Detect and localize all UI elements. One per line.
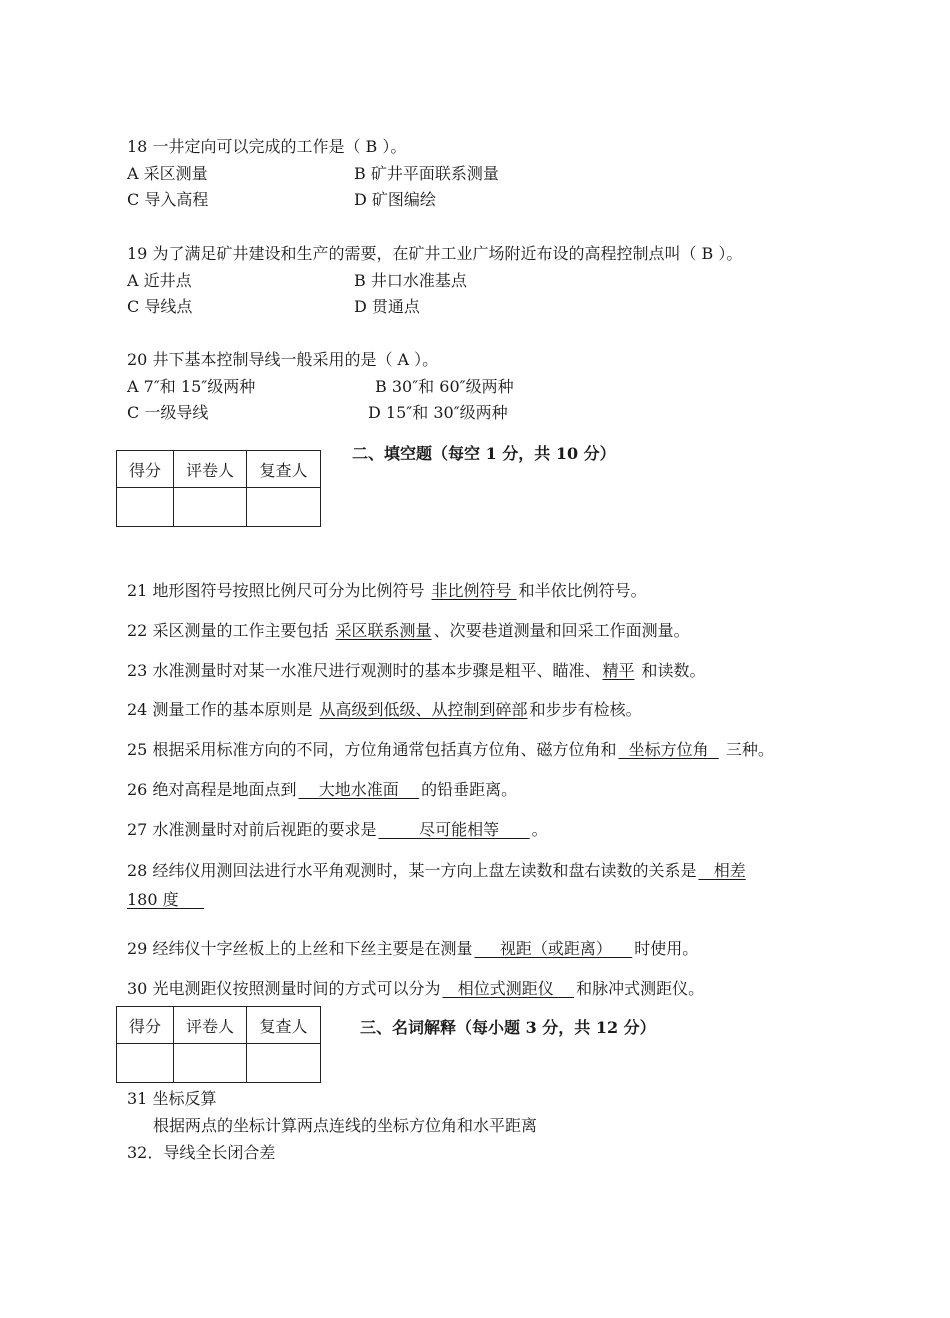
q27-answer: 尽可能相等 <box>378 820 530 839</box>
section2-title: 二、填空题（每空 1 分，共 10 分） <box>352 444 616 463</box>
q18-option-d: D 矿图编绘 <box>354 190 436 209</box>
q19-option-c: C 导线点 <box>127 297 193 316</box>
q26-text-before: 26 绝对高程是地面点到 <box>127 780 297 799</box>
q19-option-d: D 贯通点 <box>354 297 420 316</box>
q18-option-b: B 矿井平面联系测量 <box>354 164 499 183</box>
q29-text-before: 29 经纬仪十字丝板上的上丝和下丝主要是在测量 <box>127 939 473 958</box>
q19-stem: 19 为了满足矿井建设和生产的需要，在矿井工业广场附近布设的高程控制点叫（ B ）。 <box>127 244 743 263</box>
q23-text-after: 和读数。 <box>636 661 706 680</box>
q23 <box>127 658 706 681</box>
q20-option-b: B 30″和 60″级两种 <box>375 377 514 396</box>
q25 <box>127 737 774 760</box>
score-table-section3 <box>116 1006 321 1083</box>
score-cell[interactable] <box>117 1044 174 1083</box>
score-cell[interactable] <box>117 488 174 527</box>
q20-option-a: A 7″和 15″级两种 <box>127 377 256 396</box>
q31-answer: 根据两点的坐标计算两点连线的坐标方位角和水平距离 <box>153 1116 538 1135</box>
reviewer-header: 复查人 <box>247 1007 321 1044</box>
q32-stem: 32．导线全长闭合差 <box>127 1143 276 1162</box>
q25-text-before: 25 根据采用标准方向的不同，方位角通常包括真方位角、磁方位角和 <box>127 740 617 759</box>
score-table-section2 <box>116 450 321 527</box>
grader-cell[interactable] <box>174 1044 247 1083</box>
q30 <box>127 976 704 999</box>
q18-stem: 18 一井定向可以完成的工作是（ B ）。 <box>127 137 407 156</box>
grader-header: 评卷人 <box>174 451 247 488</box>
q28-answer-part1: 相差 <box>698 861 746 880</box>
reviewer-header: 复查人 <box>247 451 321 488</box>
q18-option-a: A 采区测量 <box>127 164 208 183</box>
q22 <box>127 618 690 641</box>
q25-answer: 坐标方位角 <box>618 740 719 759</box>
q21-text-before: 21 地形图符号按照比例尺可分为比例符号 <box>127 581 430 600</box>
q30-answer: 相位式测距仪 <box>442 979 575 998</box>
q30-text-before: 30 光电测距仪按照测量时间的方式可以分为 <box>127 979 441 998</box>
q21-text-after: 和半依比例符号。 <box>518 581 647 600</box>
q23-text-before: 23 水准测量时对某一水准尺进行观测时的基本步骤是粗平、瞄准、 <box>127 661 601 680</box>
q19-option-a: A 近井点 <box>127 271 192 290</box>
q29-answer: 视距（或距离） <box>474 939 633 958</box>
q18-option-c: C 导入高程 <box>127 190 209 209</box>
score-header: 得分 <box>117 451 174 488</box>
q27-text-before: 27 水准测量时对前后视距的要求是 <box>127 820 377 839</box>
q20-option-d: D 15″和 30″级两种 <box>368 403 508 422</box>
section3-title: 三、名词解释（每小题 3 分，共 12 分） <box>360 1018 656 1037</box>
q28-continued <box>127 887 206 910</box>
reviewer-cell[interactable] <box>247 1044 321 1083</box>
q26-text-after: 的铅垂距离。 <box>421 780 518 799</box>
grader-cell[interactable] <box>174 488 247 527</box>
q28-text-before: 28 经纬仪用测回法进行水平角观测时，某一方向上盘左读数和盘右读数的关系是 <box>127 861 697 880</box>
q24-text-before: 24 测量工作的基本原则是 <box>127 700 318 719</box>
q26 <box>127 777 517 800</box>
q24-answer: 从高级到低级、从控制到碎部 <box>319 700 528 719</box>
q23-answer: 精平 <box>602 661 635 680</box>
q19-option-b: B 井口水准基点 <box>354 271 467 290</box>
grader-header: 评卷人 <box>174 1007 247 1044</box>
q20-option-c: C 一级导线 <box>127 403 209 422</box>
q31-stem: 31 坐标反算 <box>127 1089 217 1108</box>
q27 <box>127 817 548 840</box>
q26-answer: 大地水准面 <box>298 780 420 799</box>
q28 <box>127 858 748 881</box>
q24 <box>127 697 642 720</box>
q24-text-after: 和步步有检核。 <box>529 700 642 719</box>
q22-answer: 采区联系测量 <box>335 621 432 640</box>
score-header: 得分 <box>117 1007 174 1044</box>
q29-text-after: 时使用。 <box>634 939 699 958</box>
q28-answer-part2: 180 度 <box>127 890 205 909</box>
reviewer-cell[interactable] <box>247 488 321 527</box>
q29 <box>127 936 698 959</box>
q30-text-after: 和脉冲式测距仪。 <box>576 979 705 998</box>
q22-text-before: 22 采区测量的工作主要包括 <box>127 621 334 640</box>
q22-text-after: 、次要巷道测量和回采工作面测量。 <box>433 621 690 640</box>
q27-text-after: 。 <box>531 820 548 839</box>
q25-text-after: 三种。 <box>720 740 774 759</box>
q21 <box>127 578 647 601</box>
q21-answer: 非比例符号 <box>431 581 517 600</box>
q20-stem: 20 井下基本控制导线一般采用的是（ A ）。 <box>127 350 439 369</box>
